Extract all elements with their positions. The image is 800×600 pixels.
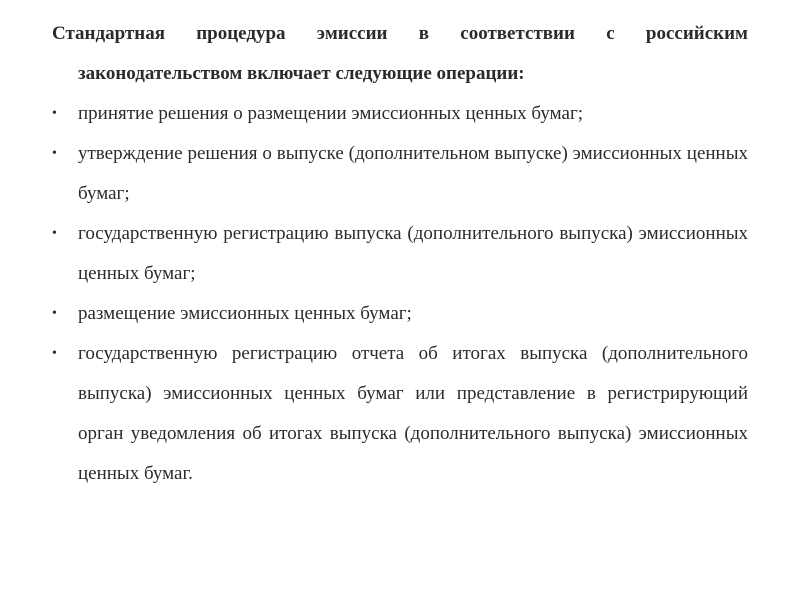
slide-heading: [52, 14, 748, 94]
list-item: [52, 94, 748, 134]
bullet-icon: •: [52, 226, 57, 241]
list-item: [52, 334, 748, 494]
list-item-text: размещение эмиссионных ценных бумаг;: [78, 303, 412, 324]
list-item-text: государственную регистрацию отчета об итогах выпуска (дополнительного выпуска) эмиссионных ценных бумаг или представление в регистрирующий орган уведомления об итогах выпуска (дополнительного выпуска) эмиссионных ценных бумаг.: [78, 343, 748, 484]
bullet-icon: •: [52, 346, 57, 361]
list-item: [52, 214, 748, 294]
list-item: [52, 134, 748, 214]
list-item: [52, 294, 748, 334]
list-item-text: государственную регистрацию выпуска (дополнительного выпуска) эмиссионных ценных бумаг;: [78, 223, 748, 284]
list-item-text: принятие решения о размещении эмиссионных ценных бумаг;: [78, 103, 584, 124]
bullet-icon: •: [52, 146, 57, 161]
bullet-icon: •: [52, 306, 57, 321]
heading-text: Стандартная процедура эмиссии в соответствии с российским законодательством включает следующие операции:: [52, 23, 748, 84]
bullet-icon: •: [52, 106, 57, 121]
list-item-text: утверждение решения о выпуске (дополнительном выпуске) эмиссионных ценных бумаг;: [78, 143, 748, 204]
operations-list: [52, 94, 748, 494]
